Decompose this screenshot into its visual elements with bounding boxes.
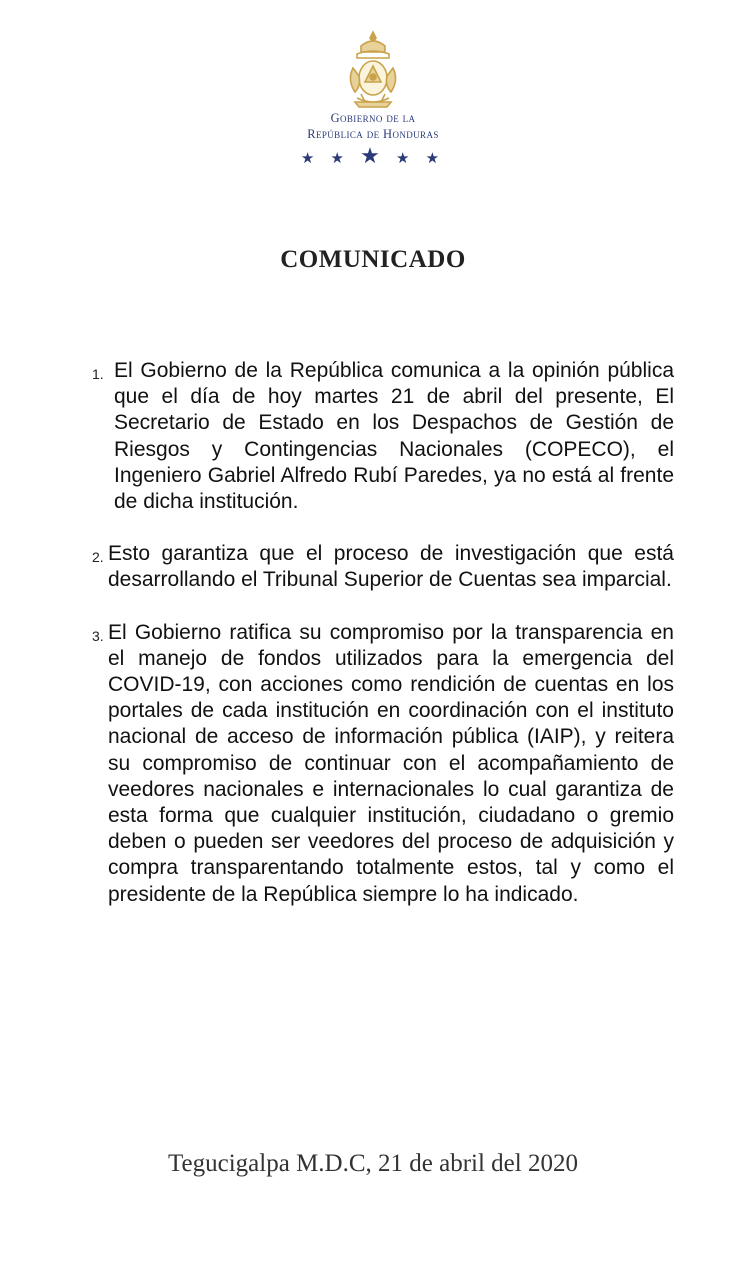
star-icon: ★ — [425, 150, 446, 167]
item-text: El Gobierno de la República comunica a la opinión pública que el día de hoy martes 21 de abril del presente, El Secretario de Estado en los Despachos de Gestión de Riesgos y Contingencias Nacionales (COPECO), el Ingeniero Gabriel Alfredo Rubí Paredes, ya no está al frente de dicha institución. — [114, 359, 674, 514]
item-number: 3. — [92, 627, 104, 644]
star-icon: ★ — [300, 150, 321, 167]
item-text: Esto garantiza que el proceso de investigación que está desarrollando el Tribunal Superior de Cuentas sea imparcial. — [108, 542, 674, 592]
numbered-list — [0, 358, 746, 934]
letterhead — [0, 28, 746, 169]
star-icon: ★ — [396, 150, 416, 167]
list-item — [0, 541, 746, 593]
item-number: 2. — [92, 549, 104, 566]
list-item — [0, 358, 746, 515]
government-name-line-2: República de Honduras — [307, 127, 439, 141]
place-and-date: Tegucigalpa M.D.C, 21 de abril del 2020 — [168, 1150, 578, 1177]
item-text: El Gobierno ratifica su compromiso por la transparencia en el manejo de fondos utilizados para la emergencia del COVID-19, con acciones como rendición de cuentas en los portales de cada institución en coordinación con el instituto nacional de acceso de información pública (IAIP), y reitera su compromiso de continuar con el acompañamiento de veedores nacionales e internacionales lo cual garantiza de esta forma que cualquier institución, ciudadano o gremio deben o pueden ser veedores del proceso de adquisición y compra transparentando totalmente estos, tal y como el presidente de la República siempre lo ha indicado. — [108, 620, 674, 906]
star-icon: ★ — [360, 143, 386, 168]
coat-of-arms-emblem — [343, 28, 403, 110]
government-name-line-1: Gobierno de la — [330, 111, 416, 125]
document-title: COMUNICADO — [280, 246, 466, 273]
list-item — [0, 620, 746, 908]
item-number: 1. — [92, 366, 104, 382]
stars-row — [0, 143, 746, 169]
star-icon: ★ — [330, 150, 350, 167]
